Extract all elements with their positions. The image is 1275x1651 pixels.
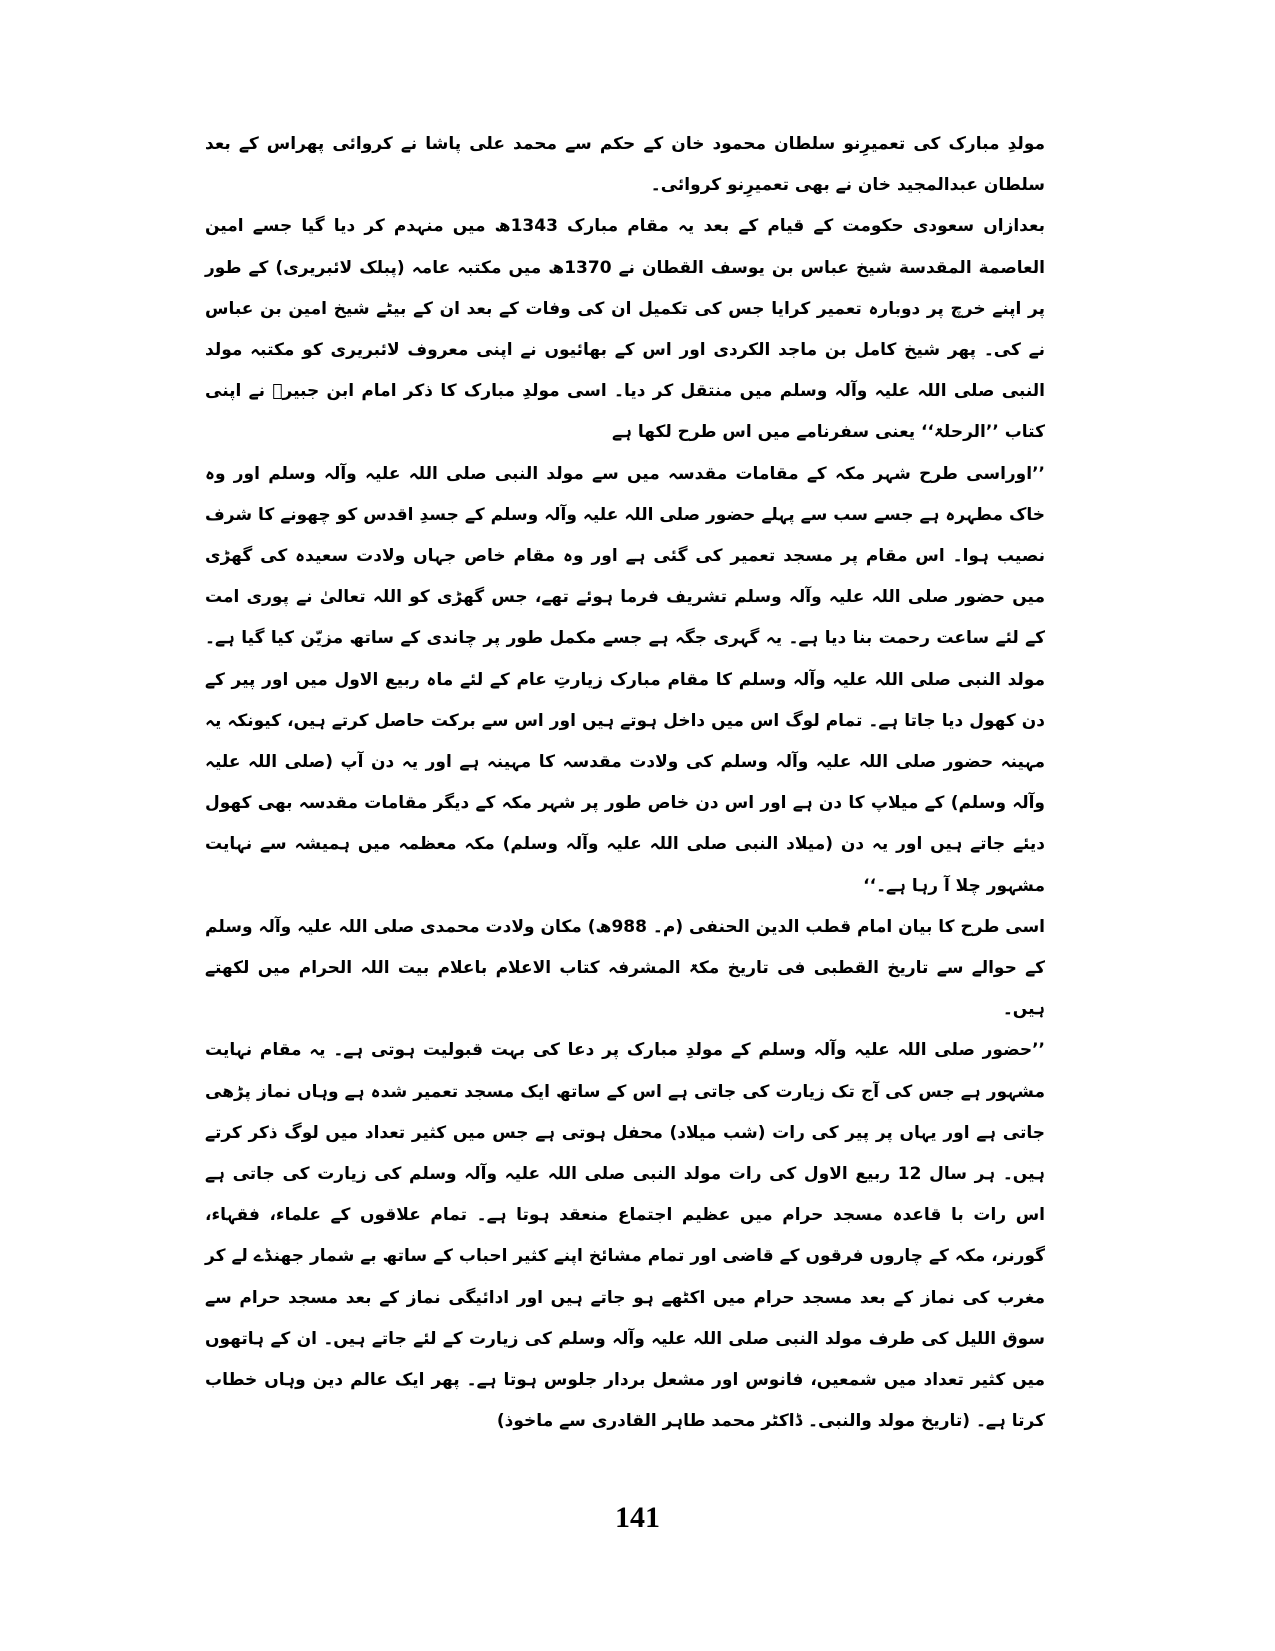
paragraph-3-quote: ’’اوراسی طرح شہر مکہ کے مقامات مقدسہ میں سے مولد النبی صلی اللہ علیہ وآلہ وسلم اور وہ خاک مطہرہ ہے جسے سب سے پہلے حضور صلی اللہ علیہ وآلہ وسلم کے جسدِ اقدس کو چھونے کا شرف نصیب ہوا۔ اس مقام پر مسجد تعمیر کی گئی ہے اور وہ مقام خاص جہاں ولادت سعیدہ کی گھڑی میں حضور صلی اللہ علیہ وآلہ وسلم تشریف فرما ہوئے تھے، جس گھڑی کو اللہ تعالیٰ نے پوری امت کے لئے ساعت رحمت بنا دیا ہے۔ یہ گہری جگہ ہے جسے مکمل طور پر چاندی کے ساتھ مزیّن کیا گیا ہے۔ مولد النبی صلی اللہ علیہ وآلہ وسلم کا مقام مبارک زیارتِ عام کے لئے ماہ ربیع الاول میں اور پیر کے دن کھول دیا جاتا ہے۔ تمام لوگ اس میں داخل ہوتے ہیں اور اس سے برکت حاصل کرتے ہیں، کیونکہ یہ مہینہ حضور صلی اللہ علیہ وآلہ وسلم کی ولادت مقدسہ کا مہینہ ہے اور یہ دن آپ (صلی اللہ علیہ وآلہ وسلم) کے میلاپ کا دن ہے اور اس دن خاص طور پر شہر مکہ کے دیگر مقامات مقدسہ بھی کھول دیئے جاتے ہیں اور یہ دن (میلاد النبی صلی اللہ علیہ وآلہ وسلم) مکہ معظمہ میں ہمیشہ سے نہایت مشہور چلا آ رہا ہے۔‘‘	[205, 463, 1045, 896]
body-text	[205, 124, 1045, 1443]
paragraph-1: مولدِ مبارک کی تعمیرِنو سلطان محمود خان کے حکم سے محمد علی پاشا نے کروائی پھراس کے بعد سلطان عبدالمجید خان نے بھی تعمیرِنو کروائی۔	[205, 134, 1045, 196]
paragraph-2: بعدازاں سعودی حکومت کے قیام کے بعد یہ مقام مبارک 1343ھ میں منہدم کر دیا گیا جسے امین العاصمة المقدسة شیخ عباس بن یوسف القطان نے 1370ھ میں مکتبہ عامہ (پبلک لائبریری) کے طور پر اپنے خرچ پر دوبارہ تعمیر کرایا جس کی تکمیل ان کی وفات کے بعد ان کے بیٹے شیخ امین بن عباس نے کی۔ پھر شیخ کامل بن ماجد الکردی اور اس کے بھائیوں نے اپنی معروف لائبریری کو مکتبہ مولد النبی صلی اللہ علیہ وآلہ وسلم میں منتقل کر دیا۔ اسی مولدِ مبارک کا ذکر امام ابن جبیرؒ نے اپنی کتاب ’’الرحلۃ‘‘ یعنی سفرنامے میں اس طرح لکھا ہے	[205, 216, 1045, 443]
paragraph-4: اسی طرح کا بیان امام قطب الدین الحنفی (م۔ 988ھ) مکان ولادت محمدی صلی اللہ علیہ وآلہ وسلم کے حوالے سے تاریخ القطبی فی تاریخ مکۃ المشرفہ کتاب الاعلام باعلام بیت اللہ الحرام میں لکھتے ہیں۔	[205, 916, 1045, 1020]
page-number: 141	[615, 1501, 660, 1534]
paragraph-5-quote: ’’حضور صلی اللہ علیہ وآلہ وسلم کے مولدِ مبارک پر دعا کی بہت قبولیت ہوتی ہے۔ یہ مقام نہایت مشہور ہے جس کی آج تک زیارت کی جاتی ہے اس کے ساتھ ایک مسجد تعمیر شدہ ہے وہاں نماز پڑھی جاتی ہے اور یہاں پر پیر کی رات (شب میلاد) محفل ہوتی ہے جس میں کثیر تعداد میں لوگ ذکر کرتے ہیں۔ ہر سال 12 ربیع الاول کی رات مولد النبی صلی اللہ علیہ وآلہ وسلم کی زیارت کی جاتی ہے اس رات با قاعدہ مسجد حرام میں عظیم اجتماع منعقد ہوتا ہے۔ تمام علاقوں کے علماء، فقہاء، گورنر، مکہ کے چاروں فرقوں کے قاضی اور تمام مشائخ اپنے کثیر احباب کے ساتھ بے شمار جھنڈے لے کر مغرب کی نماز کے بعد مسجد حرام میں اکٹھے ہو جاتے ہیں اور ادائیگی نماز کے بعد مسجد حرام سے سوق اللیل کی طرف مولد النبی صلی اللہ علیہ وآلہ وسلم کی زیارت کے لئے جاتے ہیں۔ ان کے ہاتھوں میں کثیر تعداد میں شمعیں، فانوس اور مشعل بردار جلوس ہوتا ہے۔ پھر ایک عالم دین وہاں خطاب کرتا ہے۔ (تاریخ مولد والنبی۔ ڈاکٹر محمد طاہر القادری سے ماخوذ)	[205, 1040, 1045, 1432]
